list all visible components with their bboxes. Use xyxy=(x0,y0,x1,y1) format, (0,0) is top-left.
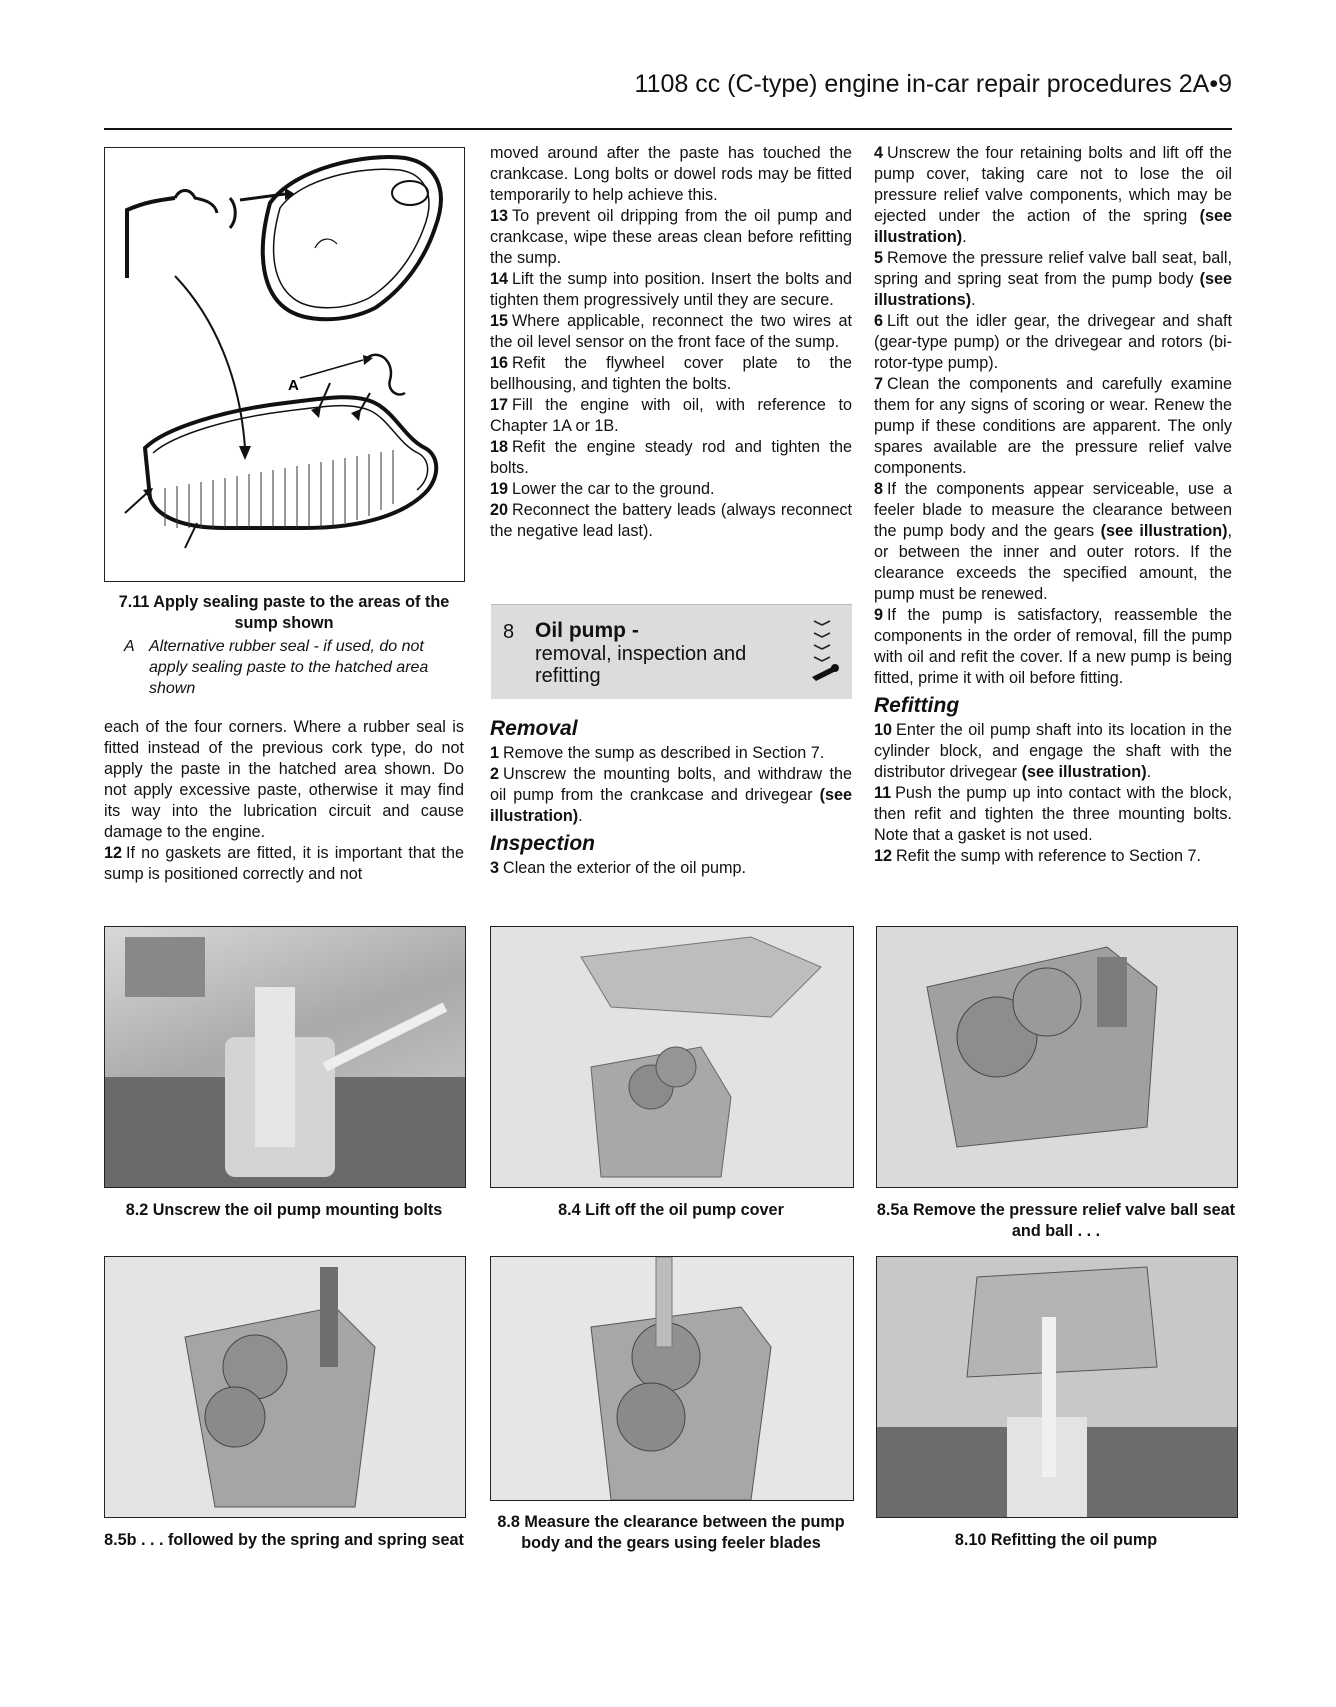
header-rule xyxy=(104,128,1232,130)
illustration-ref: (see illustration) xyxy=(490,786,852,825)
photo-8-5a-remove-relief-valve xyxy=(876,926,1238,1188)
column-2-text-top xyxy=(490,143,852,542)
photo-placeholder xyxy=(877,927,1237,1187)
paragraph-17: 17 Fill the engine with oil, with reference to Chapter 1A or 1B. xyxy=(490,396,852,435)
column-2-text-bottom xyxy=(490,712,852,879)
figure-7-11-sump-drawing xyxy=(104,147,465,582)
paragraph-1: 1 Remove the sump as described in Section 7. xyxy=(490,744,825,762)
figure-7-11-caption xyxy=(104,592,464,634)
column-3-text xyxy=(874,143,1232,867)
photo-8-4-lift-off-cover xyxy=(490,926,854,1188)
paragraph-19: 19 Lower the car to the ground. xyxy=(490,480,715,498)
paragraph-4: 4 Unscrew the four retaining bolts and lift off the pump cover, taking care not to lose the oil pressure relief valve components, which may be ejected under the action of the spring (see illustration). xyxy=(874,144,1233,246)
paragraph-8: 8 If the components appear serviceable, use a feeler blade to measure the clearance between the pump body and the gears (see illustration), or between the inner and outer rotors. If the clearance exceeds the specified amount, the pump must be renewed. xyxy=(874,480,1233,603)
paragraph: each of the four corners. Where a rubber seal is fitted instead of the previous cork type, do not apply the paste in the hatched area shown. Do not apply excessive paste, otherwise it may find its way into the lubrication circuit and cause damage to the engine. xyxy=(104,718,464,841)
paragraph-16: 16 Refit the flywheel cover plate to the bellhousing, and tighten the bolts. xyxy=(490,354,852,393)
paragraph-13: 13 To prevent oil dripping from the oil pump and crankcase, wipe these areas clean before refitting the sump. xyxy=(490,207,852,267)
caption-8-2: 8.2 Unscrew the oil pump mounting bolts xyxy=(125,1201,443,1219)
photo-placeholder xyxy=(105,927,465,1187)
section-title: Oil pump - xyxy=(535,619,639,642)
paragraph-2: 2 Unscrew the mounting bolts, and withdraw the oil pump from the crankcase and drivegear (see illustration). xyxy=(490,765,852,825)
inspection-heading: Inspection xyxy=(490,832,596,855)
paragraph-15: 15 Where applicable, reconnect the two wires at the oil level sensor on the front face of the sump. xyxy=(490,312,852,351)
photo-placeholder xyxy=(877,1257,1237,1517)
paragraph-9: 9 If the pump is satisfactory, reassemble the components in the order of removal, fill the pump with oil and refit the cover. If a new pump is being fitted, prime it with oil before fitting. xyxy=(874,606,1232,687)
caption-8-5b: 8.5b . . . followed by the spring and spring seat xyxy=(104,1531,464,1549)
paragraph-11: 11 Push the pump up into contact with the block, then refit and tighten the three mounting bolts. Note that a gasket is not used. xyxy=(874,784,1232,844)
removal-heading: Removal xyxy=(490,717,578,740)
paragraph-3: 3 Clean the exterior of the oil pump. xyxy=(490,859,746,877)
caption-8-10: 8.10 Refitting the oil pump xyxy=(954,1531,1158,1549)
caption-number: 7.11 xyxy=(118,593,150,611)
paragraph: moved around after the paste has touched the crankcase. Long bolts or dowel rods may be fitted temporarily to help achieve this. xyxy=(490,144,852,204)
paragraph-20: 20 Reconnect the battery leads (always reconnect the negative lead last). xyxy=(490,501,852,540)
difficulty-wrench-icon xyxy=(808,615,842,687)
paragraph-10: 10 Enter the oil pump shaft into its location in the cylinder block, and engage the shaft with the distributor drivegear (see illustration). xyxy=(874,721,1232,781)
paragraph-6: 6 Lift out the idler gear, the drivegear and shaft (gear-type pump) or the drivegear and rotors (bi-rotor-type pump). xyxy=(874,312,1232,372)
paragraph-7: 7 Clean the components and carefully examine them for any signs of scoring or wear. Renew the pump if these conditions are apparent. The only spares available are the pressure relief valve components. xyxy=(874,375,1232,477)
paragraph-5: 5 Remove the pressure relief valve ball seat, ball, spring and spring seat from the pump body (see illustrations). xyxy=(874,249,1232,309)
sump-illustration xyxy=(105,148,464,581)
paragraph-18: 18 Refit the engine steady rod and tighten the bolts. xyxy=(490,438,852,477)
photo-8-8-measure-clearance xyxy=(490,1256,854,1501)
section-subtitle: removal, inspection and refitting xyxy=(535,643,747,687)
photo-placeholder xyxy=(105,1257,465,1517)
paragraph-12: 12 Refit the sump with reference to Section 7. xyxy=(874,847,1202,865)
caption-8-5a: 8.5a Remove the pressure relief valve ball seat and ball . . . xyxy=(876,1201,1236,1240)
section-8-heading-box xyxy=(491,604,852,699)
photo-8-2-unscrew-pump-bolts xyxy=(104,926,466,1188)
caption-text: Apply sealing paste to the areas of the sump shown xyxy=(153,593,450,632)
photo-placeholder xyxy=(491,1257,853,1500)
refitting-heading: Refitting xyxy=(874,694,960,717)
paragraph-14: 14 Lift the sump into position. Insert the bolts and tighten them progressively until they are secure. xyxy=(490,270,852,309)
caption-8-8: 8.8 Measure the clearance between the pump body and the gears using feeler blades xyxy=(497,1513,845,1552)
paragraph-12: 12 If no gaskets are fitted, it is important that the sump is positioned correctly and not xyxy=(104,844,464,883)
figure-7-11-key-text: Alternative rubber seal - if used, do not apply sealing paste to the hatched area shown xyxy=(149,638,429,697)
photo-8-5b-spring-and-seat xyxy=(104,1256,466,1518)
figure-7-11-key-letter: A xyxy=(124,638,135,655)
step-number: 12 xyxy=(104,844,123,862)
caption-8-4: 8.4 Lift off the oil pump cover xyxy=(558,1201,784,1219)
photo-8-10-refitting-pump xyxy=(876,1256,1238,1518)
figure-label-a: A xyxy=(288,377,299,394)
page-header-title: 1108 cc (C-type) engine in-car repair procedures 2A•9 xyxy=(634,70,1232,98)
section-number: 8 xyxy=(503,621,515,643)
photo-placeholder xyxy=(491,927,853,1187)
column-1-text xyxy=(104,717,464,885)
